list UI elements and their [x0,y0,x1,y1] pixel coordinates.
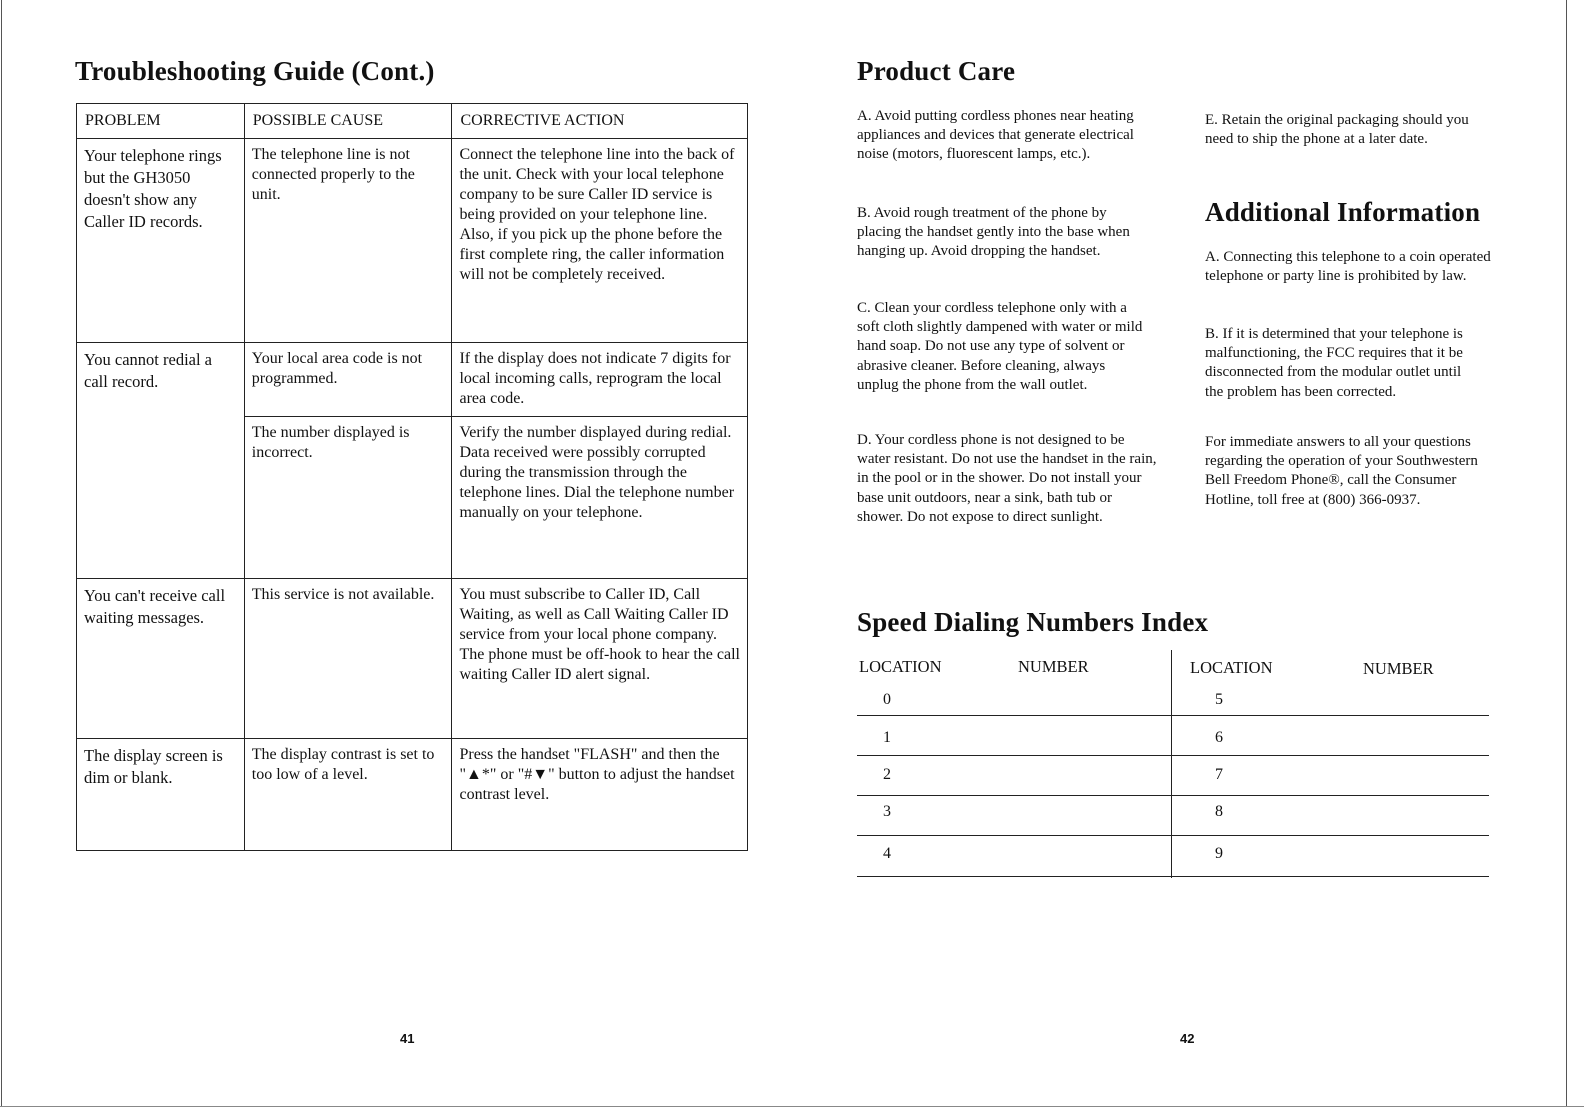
entry-line [857,755,1489,756]
location-6: 6 [1215,729,1223,746]
page-number-right: 42 [1180,1031,1195,1046]
number-header-right: NUMBER [1363,659,1434,678]
table-row [77,139,748,343]
table-header-row [77,104,748,139]
cause-cell: The display contrast is set to too low of a level. [244,739,452,851]
product-care-item-b: B. Avoid rough treatment of the phone by placing the handset gently into the base when hanging up. Avoid dropping the handset. [857,205,1130,260]
page-number-left: 41 [400,1031,415,1046]
table-row [77,417,748,579]
location-5: 5 [1215,691,1223,708]
location-header-left: LOCATION [859,657,942,676]
action-cell: Press the handset "FLASH" and then the "▲*" or "#▼" button to adjust the handset contrast level. [452,739,748,851]
header-problem: PROBLEM [77,104,245,139]
troubleshooting-table [76,103,748,851]
location-header-right: LOCATION [1190,658,1273,677]
cause-cell: This service is not available. [244,579,452,739]
location-1: 1 [883,729,891,746]
scan-edge-left [1,0,2,1106]
entry-line [857,715,1489,716]
header-possible-cause: POSSIBLE CAUSE [244,104,452,139]
problem-cell: The display screen is dim or blank. [77,739,245,851]
problem-cell: Your telephone rings but the GH3050 doesn't show any Caller ID records. [77,139,245,343]
cause-cell: Your local area code is not programmed. [244,343,452,417]
location-4: 4 [883,845,891,862]
table-row [77,343,748,417]
location-8: 8 [1215,803,1223,820]
additional-info-item-b: B. If it is determined that your telephone is malfunctioning, the FCC requires that it be disconnected from the modular outlet until the problem has been corrected. [1205,326,1463,400]
location-0: 0 [883,691,891,708]
product-care-title: Product Care [857,56,1016,86]
location-7: 7 [1215,766,1223,783]
location-2: 2 [883,766,891,783]
table-row [77,579,748,739]
speed-dial-title: Speed Dialing Numbers Index [857,607,1209,637]
troubleshooting-title: Troubleshooting Guide (Cont.) [75,56,435,86]
entry-line [857,795,1489,796]
problem-cell [77,417,245,579]
product-care-item-e: E. Retain the original packaging should you need to ship the phone at a later date. [1205,112,1469,148]
cause-cell: The telephone line is not connected properly to the unit. [244,139,452,343]
product-care-item-a: A. Avoid putting cordless phones near heating appliances and devices that generate electrical noise (motors, fluorescent lamps, etc.). [857,108,1134,163]
cause-cell: The number displayed is incorrect. [244,417,452,579]
speed-dial-divider [1171,650,1172,878]
scan-edge-right [1566,0,1567,1106]
product-care-item-c: C. Clean your cordless telephone only with a soft cloth slightly dampened with water or mild hand soap. Do not use any type of solvent or abrasive cleaner. Before cleaning, always unplug the phone from the wall outlet. [857,300,1143,393]
number-header-left: NUMBER [1018,657,1089,676]
action-cell: If the display does not indicate 7 digits for local incoming calls, reprogram the local area code. [452,343,748,417]
location-3: 3 [883,803,891,820]
problem-cell: You can't receive call waiting messages. [77,579,245,739]
table-row [77,739,748,851]
action-cell: Verify the number displayed during redial. Data received were possibly corrupted during the transmission through the telephone lines. Dial the telephone number manually on your telephone. [452,417,748,579]
problem-cell: You cannot redial a call record. [77,343,245,417]
location-9: 9 [1215,845,1223,862]
additional-info-title: Additional Information [1205,197,1481,227]
action-cell: Connect the telephone line into the back of the unit. Check with your local telephone company to be sure Caller ID service is being provided on your telephone line. Also, if you pick up the phone before the first complete ring, the caller information will not be completely received. [452,139,748,343]
header-corrective-action: CORRECTIVE ACTION [452,104,748,139]
entry-line [857,835,1489,836]
entry-line [857,876,1489,877]
scan-edge-bottom [0,1106,1584,1107]
action-cell: You must subscribe to Caller ID, Call Waiting, as well as Call Waiting Caller ID service from your local phone company. The phone must be off-hook to hear the call waiting Caller ID alert signal. [452,579,748,739]
additional-info-item-a: A. Connecting this telephone to a coin operated telephone or party line is prohibited by law. [1205,249,1491,285]
additional-info-hotline: For immediate answers to all your questions regarding the operation of your Southwestern Bell Freedom Phone®, call the Consumer Hotline, toll free at (800) 366-0937. [1205,434,1478,508]
product-care-item-d: D. Your cordless phone is not designed to be water resistant. Do not use the handset in the rain, in the pool or in the shower. Do not install your base unit outdoors, near a sink, bath tub or shower. Do not expose to direct sunlight. [857,432,1157,525]
